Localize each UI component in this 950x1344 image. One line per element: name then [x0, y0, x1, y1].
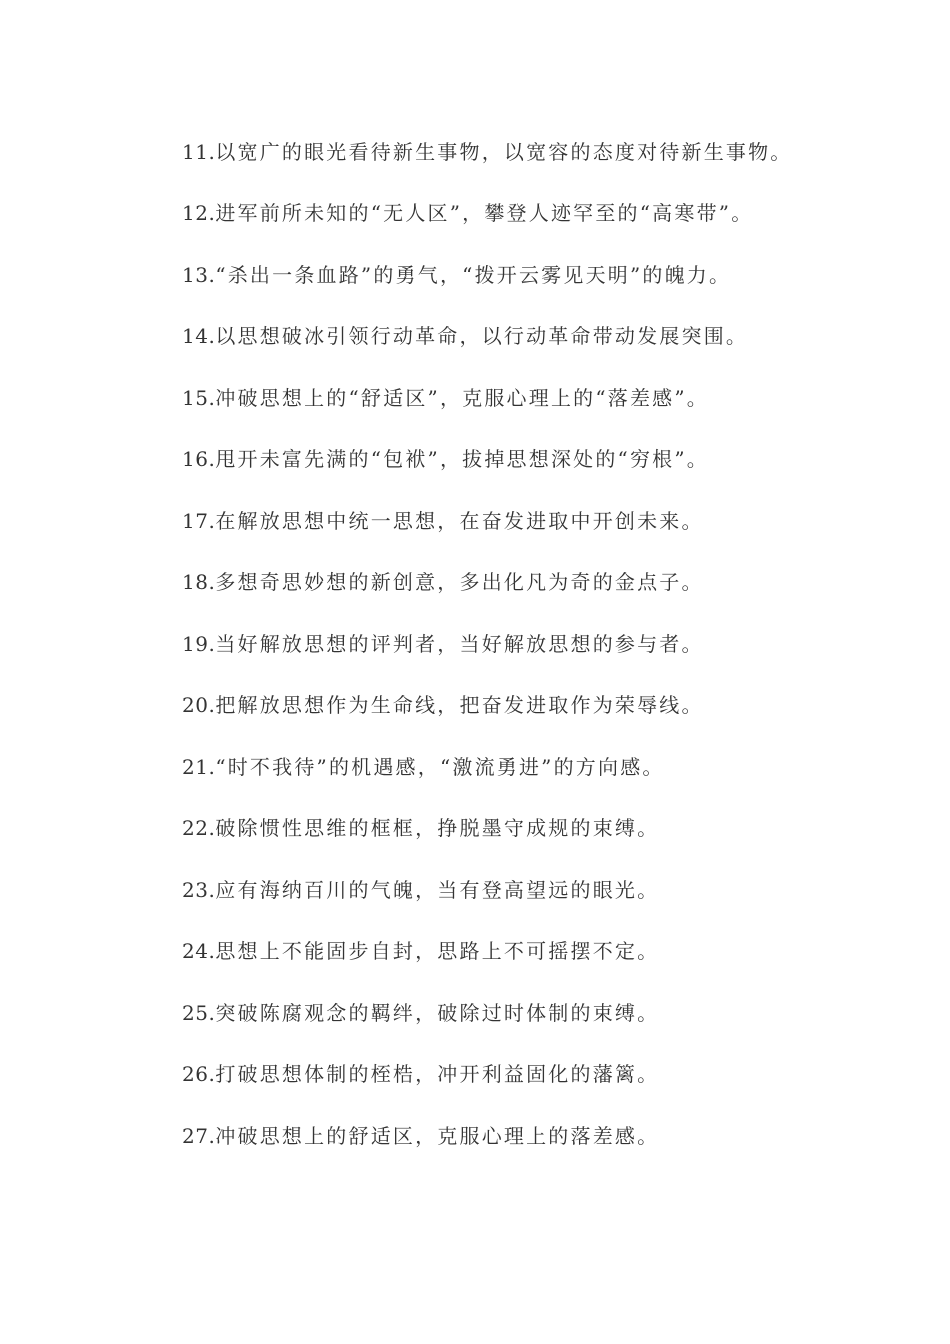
- list-item: [182, 935, 659, 967]
- list-item: [182, 505, 704, 537]
- item-number: 15.: [182, 386, 216, 410]
- item-text: 进军前所未知的“无人区”，攀登人迹罕至的“高寒带”。: [215, 201, 754, 225]
- item-text: 破除惯性思维的框框，挣脱墨守成规的束缚。: [215, 816, 660, 840]
- item-number: 24.: [182, 939, 216, 963]
- list-item: [182, 566, 704, 598]
- item-text: 以思想破冰引领行动革命，以行动革命带动发展突围。: [215, 324, 749, 348]
- item-text: “时不我待”的机遇感，“激流勇进”的方向感。: [215, 755, 665, 779]
- item-number: 19.: [182, 632, 216, 656]
- item-text: 甩开未富先满的“包袱”，拔掉思想深处的“穷根”。: [215, 447, 710, 471]
- item-number: 26.: [182, 1062, 216, 1086]
- item-number: 16.: [182, 447, 216, 471]
- list-item: [182, 136, 793, 168]
- list-item: [182, 997, 659, 1029]
- list-item: [182, 259, 731, 291]
- item-number: 17.: [182, 509, 216, 533]
- item-number: 11.: [182, 140, 216, 164]
- item-text: 冲破思想上的“舒适区”，克服心理上的“落差感”。: [215, 386, 710, 410]
- list-item: [182, 628, 704, 660]
- item-text: 突破陈腐观念的羁绊，破除过时体制的束缚。: [215, 1001, 660, 1025]
- list-item: [182, 751, 665, 783]
- item-number: 14.: [182, 324, 216, 348]
- list-item: [182, 197, 753, 229]
- item-number: 23.: [182, 878, 216, 902]
- item-number: 22.: [182, 816, 216, 840]
- item-text: 冲破思想上的舒适区，克服心理上的落差感。: [215, 1124, 660, 1148]
- list-item: [182, 1120, 659, 1152]
- item-number: 21.: [182, 755, 216, 779]
- item-number: 13.: [182, 263, 216, 287]
- list-item: [182, 320, 748, 352]
- item-text: 多想奇思妙想的新创意，多出化凡为奇的金点子。: [215, 570, 704, 594]
- list-item: [182, 874, 659, 906]
- item-text: 在解放思想中统一思想，在奋发进取中开创未来。: [215, 509, 704, 533]
- list-item: [182, 382, 709, 414]
- item-number: 18.: [182, 570, 216, 594]
- item-number: 12.: [182, 201, 216, 225]
- item-number: 27.: [182, 1124, 216, 1148]
- item-text: “杀出一条血路”的勇气，“拨开云雾见天明”的魄力。: [215, 263, 732, 287]
- item-text: 思想上不能固步自封，思路上不可摇摆不定。: [215, 939, 660, 963]
- item-text: 应有海纳百川的气魄，当有登高望远的眼光。: [215, 878, 660, 902]
- item-number: 25.: [182, 1001, 216, 1025]
- list-item: [182, 689, 704, 721]
- item-text: 以宽广的眼光看待新生事物，以宽容的态度对待新生事物。: [215, 140, 793, 164]
- list-item: [182, 812, 659, 844]
- item-number: 20.: [182, 693, 216, 717]
- item-text: 把解放思想作为生命线，把奋发进取作为荣辱线。: [215, 693, 704, 717]
- item-text: 打破思想体制的桎梏，冲开利益固化的藩篱。: [215, 1062, 660, 1086]
- list-item: [182, 443, 709, 475]
- item-text: 当好解放思想的评判者，当好解放思想的参与者。: [215, 632, 704, 656]
- list-item: [182, 1058, 659, 1090]
